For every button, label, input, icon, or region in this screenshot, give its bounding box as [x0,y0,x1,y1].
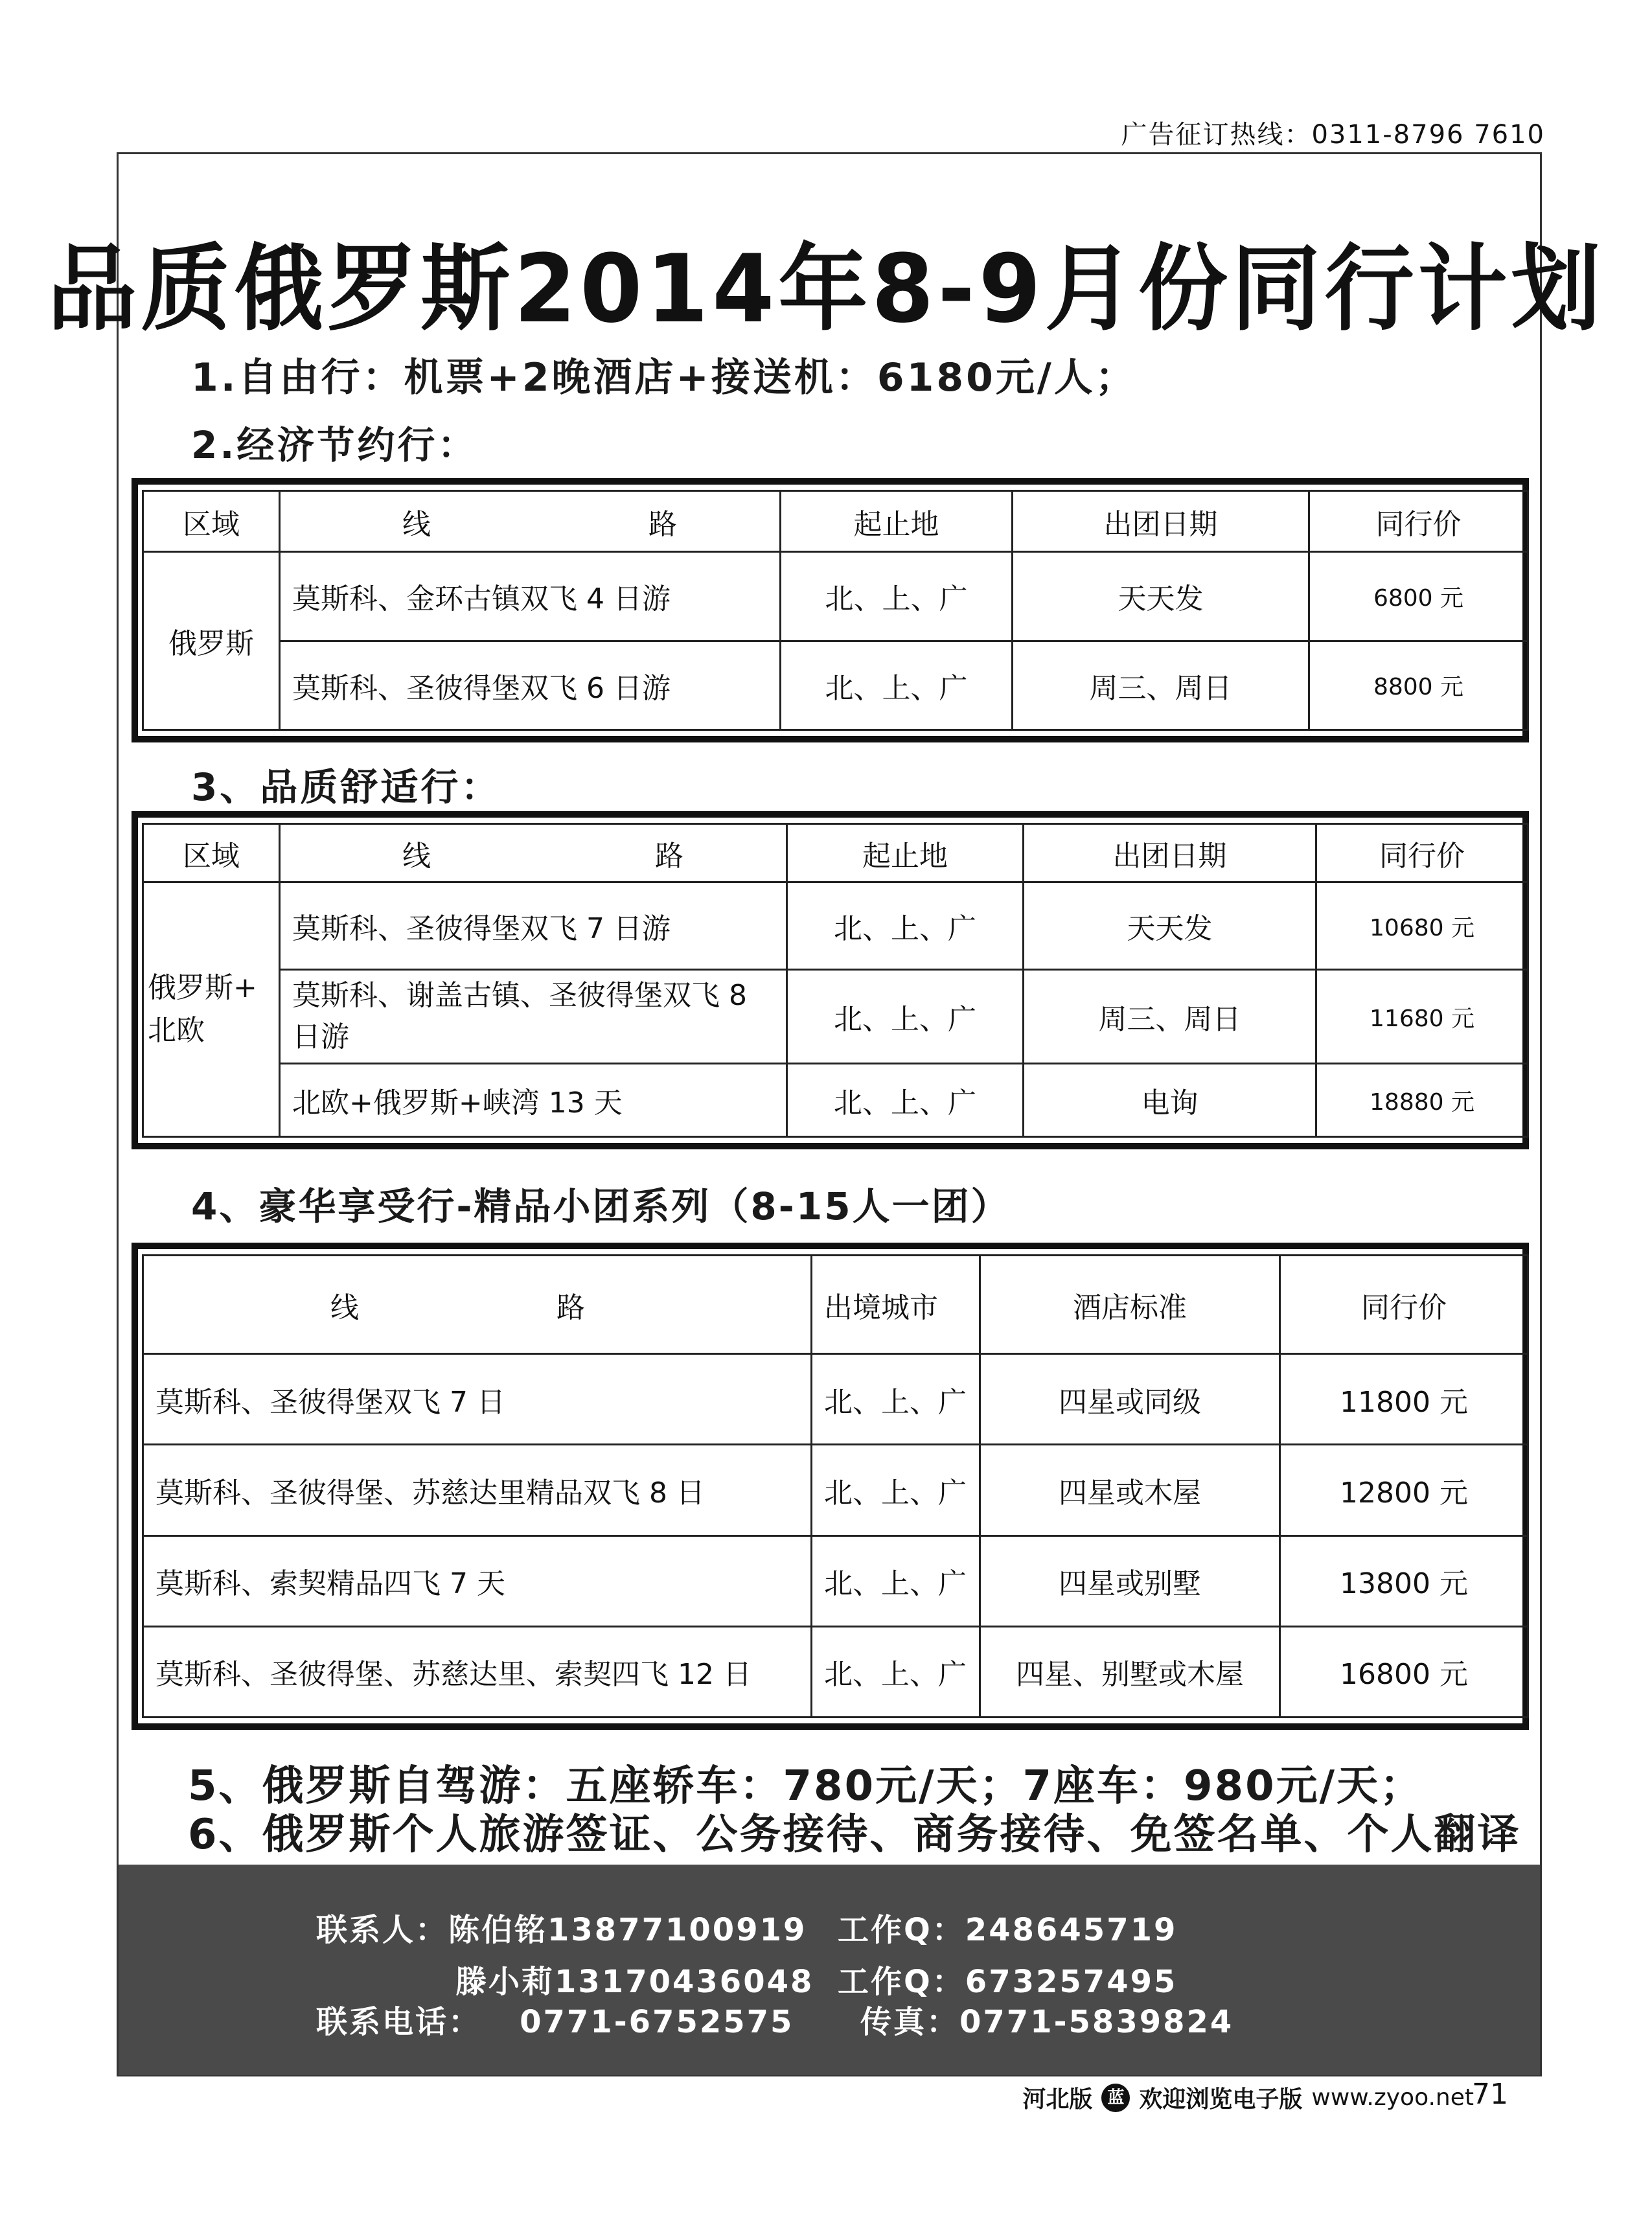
table-row [143,1064,1528,1137]
col-city: 起止地 [781,491,1013,552]
table-header-row [143,824,1528,882]
city-cell: 北、上、广 [812,1354,980,1445]
price-cell: 16800 元 [1280,1626,1528,1717]
col-price: 同行价 [1316,824,1528,882]
city-cell: 北、上、广 [787,882,1024,970]
col-city: 出境城市 [812,1256,980,1354]
table-row [143,1445,1528,1535]
route-cell: 莫斯科、金环古镇双飞 4 日游 [280,552,781,641]
table-row [143,970,1528,1064]
contact-phone: 联系电话： 0771-6752575 [316,2004,794,2040]
website-link[interactable]: www.zyoo.net [1311,2084,1474,2111]
table-row [143,552,1528,641]
price-cell: 11680 元 [1316,970,1528,1064]
table-header-row [143,491,1528,552]
city-cell: 北、上、广 [787,1064,1024,1137]
col-route: 线 路 [280,824,787,882]
hotel-cell: 四星或同级 [980,1354,1280,1445]
table-row [143,882,1528,970]
contact-panel [119,1865,1540,2075]
route-cell: 北欧+俄罗斯+峡湾 13 天 [280,1064,787,1137]
region-cell: 俄罗斯+ 北欧 [143,882,280,1137]
ad-hotline: 广告征订热线：0311-8796 7610 [1121,120,1545,150]
col-price: 同行价 [1309,491,1528,552]
col-city: 起止地 [787,824,1024,882]
table-row [143,641,1528,730]
city-cell: 北、上、广 [787,970,1024,1064]
contact-person-2: 滕小莉13170436048 [455,1964,814,2000]
city-cell: 北、上、广 [812,1535,980,1626]
city-cell: 北、上、广 [781,552,1013,641]
price-cell: 18880 元 [1316,1064,1528,1137]
hotel-cell: 四星或木屋 [980,1445,1280,1535]
page-number: 71 [1472,2078,1508,2111]
contact-person-1: 联系人：陈伯铭13877100919 [316,1912,807,1948]
page-title: 品质俄罗斯2014年8-9月份同行计划 [47,234,1605,344]
hotel-cell: 四星、别墅或木屋 [980,1626,1280,1717]
table-header-row [143,1256,1528,1354]
section-comfort-heading: 3、品质舒适行： [191,765,501,809]
col-hotel: 酒店标准 [980,1256,1280,1354]
route-cell: 莫斯科、圣彼得堡、苏慈达里、索契四飞 12 日 [143,1626,812,1717]
contact-qq-1: 工作Q：248645719 [838,1912,1178,1948]
section-luxury-heading: 4、豪华享受行-精品小团系列（8-15人一团） [191,1184,1011,1228]
edition-label: 河北版 [1022,2086,1093,2113]
col-region: 区域 [143,491,280,552]
page-footer [1022,2081,1474,2114]
price-cell: 8800 元 [1309,641,1528,730]
route-cell: 莫斯科、圣彼得堡双飞 7 日 [143,1354,812,1445]
route-cell: 莫斯科、谢盖古镇、圣彼得堡双飞 8 日游 [280,970,787,1064]
price-cell: 12800 元 [1280,1445,1528,1535]
city-cell: 北、上、广 [781,641,1013,730]
contact-qq-2: 工作Q：673257495 [838,1964,1178,2000]
table-row [143,1535,1528,1626]
price-cell: 10680 元 [1316,882,1528,970]
region-cell: 俄罗斯 [143,552,280,730]
col-price: 同行价 [1280,1256,1528,1354]
economy-table [132,478,1529,742]
welcome-text: 欢迎浏览电子版 [1139,2086,1303,2113]
section-self-drive: 5、俄罗斯自驾游：五座轿车：780元/天；7座车：980元/天； [188,1762,1423,1810]
luxury-table [132,1243,1529,1730]
contact-fax: 传真：0771-5839824 [860,2004,1234,2040]
section-free-travel: 1.自由行：机票+2晚酒店+接送机：6180元/人； [191,355,1137,400]
city-cell: 北、上、广 [812,1445,980,1535]
table-row [143,1626,1528,1717]
date-cell: 周三、周日 [1013,641,1309,730]
comfort-table [132,811,1529,1149]
route-cell: 莫斯科、索契精品四飞 7 天 [143,1535,812,1626]
hotel-cell: 四星或别墅 [980,1535,1280,1626]
col-route: 线 路 [280,491,781,552]
route-cell: 莫斯科、圣彼得堡、苏慈达里精品双飞 8 日 [143,1445,812,1535]
table-row [143,1354,1528,1445]
date-cell: 天天发 [1024,882,1316,970]
price-cell: 6800 元 [1309,552,1528,641]
publisher-logo-icon: 蓝 [1101,2084,1130,2112]
col-region: 区域 [143,824,280,882]
price-cell: 11800 元 [1280,1354,1528,1445]
date-cell: 周三、周日 [1024,970,1316,1064]
col-date: 出团日期 [1013,491,1309,552]
city-cell: 北、上、广 [812,1626,980,1717]
section-visa-services: 6、俄罗斯个人旅游签证、公务接待、商务接待、免签名单、个人翻译 [188,1811,1521,1859]
date-cell: 天天发 [1013,552,1309,641]
col-route: 线 路 [143,1256,812,1354]
section-economy-heading: 2.经济节约行： [191,423,478,467]
price-cell: 13800 元 [1280,1535,1528,1626]
date-cell: 电询 [1024,1064,1316,1137]
route-cell: 莫斯科、圣彼得堡双飞 6 日游 [280,641,781,730]
route-cell: 莫斯科、圣彼得堡双飞 7 日游 [280,882,787,970]
col-date: 出团日期 [1024,824,1316,882]
